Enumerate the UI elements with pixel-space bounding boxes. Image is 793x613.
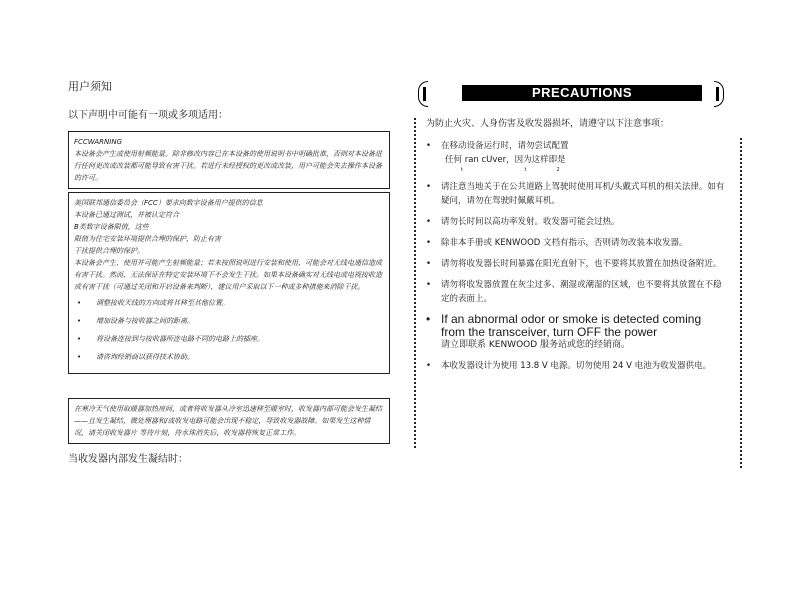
precautions-list [416, 139, 726, 373]
precautions-title: PRECAUTIONS [531, 85, 633, 100]
list-item: • 除非本手册或 KENWOOD 文档有指示，否则请勿改装本收发器。 [426, 236, 726, 250]
item-line: If an abnormal odor or smoke is detected coming [441, 312, 702, 326]
remedy-list [74, 297, 384, 363]
list-item: • 请咨询经销商以获得技术协助。 [74, 351, 384, 363]
fcc-warning-box [68, 131, 390, 189]
page-edge-left [414, 118, 419, 448]
fcc-info-box [68, 192, 390, 374]
fcc-warning-heading: FCCWARNING [74, 138, 122, 146]
item-line: • 在移动设备运行时，请勿尝试配置 [441, 141, 569, 151]
list-item [426, 313, 726, 352]
fcc-info-line: 美国联邦通信委员会（FCC）要求向数字设备用户提供的信息 [74, 199, 263, 207]
condensation-text: 在寒冷天气使用取暖器加热房间，或者将收发器从冷室迅速移至暖室时，收发器内部可能会发生凝结——且发生凝结，微处理器和/或收发电路可能会出现不稳定，导致收发器故障。如果发生这种情况，请关闭收发器片 等待片刻，待水珠消失后，收发器将恢复正常工作。 [74, 405, 382, 437]
list-item: • 调整接收天线的方向或将其移至其他位置。 [74, 297, 384, 309]
fcc-info-line: B类数字设备限值，这些 [74, 223, 149, 231]
list-item: • 请勿将收发器放置在灰尘过多、潮湿或潮湿的区域，也不要将其放置在不稳定的表面上。 [426, 278, 726, 306]
condensation-heading: 当收发器内部发生凝结时： [68, 454, 188, 465]
list-item: • 请勿将收发器长时间暴露在阳光直射下，也不要将其放置在加热设备附近。 [426, 257, 726, 271]
left-page [68, 78, 390, 465]
precautions-banner [416, 80, 726, 106]
list-item: • 将设备连接到与接收器所连电路不同的电路上的插座。 [74, 333, 384, 345]
item-line: 任何 ran cUver，因为这样即是 [445, 155, 566, 165]
fcc-info-paragraph: 本设备会产生、使用并可能产生射频能量；若未按照说明进行安装和使用，可能会对无线电通信造成有害干扰。然而，无法保证在特定安装环境下不会发生干扰。如果本设备确实对无线电或电视接收造成有害干扰（可通过关闭和开启设备来判断），建议用户采取以下一种或多种措施来消除干扰。 [74, 259, 382, 291]
banner-left-bracket [418, 81, 428, 107]
list-item: • 请注意当地关于在公共道路上驾驶时使用耳机/头戴式耳机的相关法律。如有疑问，请勿在驾驶时佩戴耳机。 [426, 180, 726, 208]
page-edge-right [737, 138, 742, 468]
fcc-info-line: 限值为住宅安装环境提供合理的保护，防止有害 [74, 235, 221, 243]
list-item: • 请勿长时间以高功率发射。收发器可能会过热。 [426, 215, 726, 229]
list-item: • 本收发器设计为使用 13.8 V 电源。切勿使用 24 V 电池为收发器供电。 [426, 359, 726, 373]
right-page [416, 78, 726, 468]
item-line: from the transceiver, turn OFF the power [441, 325, 658, 339]
item-line: 请立即联系 KENWOOD 服务站或您的经销商。 [441, 340, 631, 350]
item-marks: t t2 [461, 167, 590, 173]
precautions-intro: 为防止火灾、人身伤害及收发器损坏，请遵守以下注意事项： [426, 119, 670, 129]
banner-right-bracket [714, 81, 724, 107]
fcc-info-line: 本设备已通过测试，并被认定符合 [74, 211, 179, 219]
fcc-warning-text: 本设备会产生或使用射频能量。除非修改内容已在本设备的使用说明书中明确批准，否则对本设备进行任何更改或改装都可能导致有害干扰。若进行未经授权的更改或改装，用户可能会失去操作本设备的许可。 [74, 150, 382, 182]
intro-text: 以下声明中可能有一项或多项适用： [68, 110, 228, 121]
fcc-info-line: 干扰提供合理的保护。 [74, 247, 144, 255]
list-item: • 增加设备与接收器之间的距离。 [74, 315, 384, 327]
page-title: 用户须知 [68, 80, 112, 93]
list-item [426, 139, 726, 173]
condensation-box [68, 398, 390, 444]
